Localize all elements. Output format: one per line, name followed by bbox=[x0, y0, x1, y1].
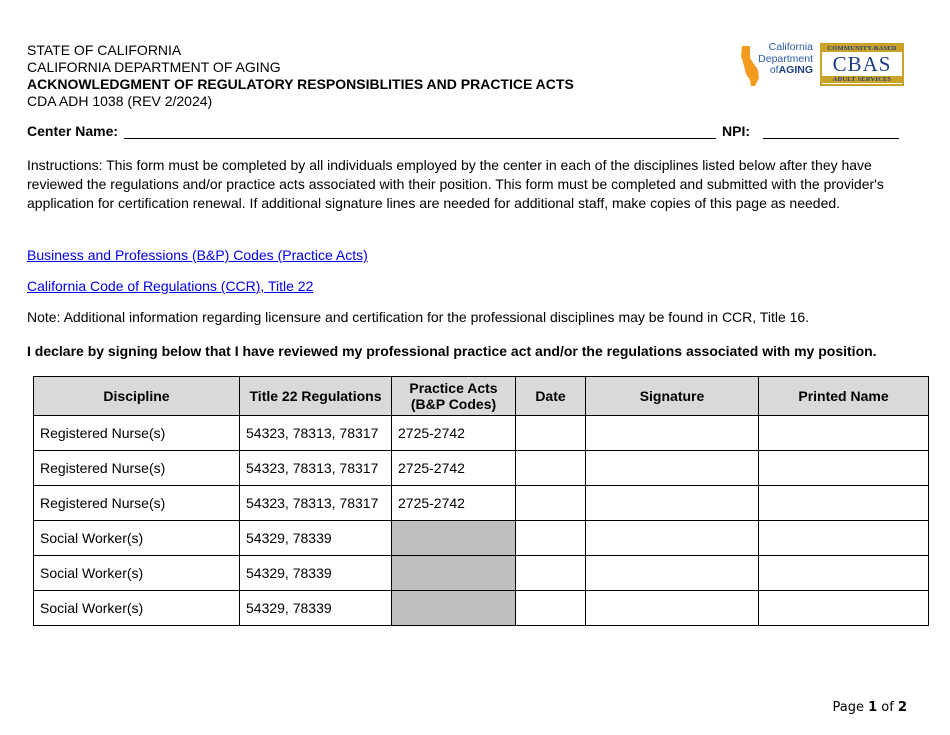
title22-cell: 54323, 78313, 78317 bbox=[240, 416, 392, 451]
discipline-cell: Social Worker(s) bbox=[34, 556, 240, 591]
cbas-bottom-text: ADULT SERVICES bbox=[822, 76, 902, 83]
page-word: Page bbox=[832, 700, 864, 715]
page-footer bbox=[832, 700, 907, 715]
ccr-title22-link[interactable]: California Code of Regulations (CCR), Title 22 bbox=[27, 278, 314, 294]
discipline-cell: Registered Nurse(s) bbox=[34, 451, 240, 486]
discipline-cell: Social Worker(s) bbox=[34, 591, 240, 626]
signature-cell[interactable] bbox=[586, 416, 759, 451]
date-cell[interactable] bbox=[516, 486, 586, 521]
practice-cell-disabled bbox=[392, 591, 516, 626]
practice-cell: 2725-2742 bbox=[392, 451, 516, 486]
table-row bbox=[34, 556, 929, 591]
header-date: Date bbox=[516, 377, 586, 416]
signature-cell[interactable] bbox=[586, 556, 759, 591]
header-printed-name: Printed Name bbox=[759, 377, 929, 416]
cda-logo-text: California Department ofAGING bbox=[758, 41, 813, 76]
signature-cell[interactable] bbox=[586, 451, 759, 486]
title22-cell: 54329, 78339 bbox=[240, 556, 392, 591]
department-line: CALIFORNIA DEPARTMENT OF AGING bbox=[27, 59, 281, 75]
discipline-cell: Registered Nurse(s) bbox=[34, 486, 240, 521]
form-header bbox=[27, 42, 574, 110]
discipline-cell: Registered Nurse(s) bbox=[34, 416, 240, 451]
center-info-row bbox=[27, 123, 899, 141]
title22-cell: 54323, 78313, 78317 bbox=[240, 486, 392, 521]
printed-name-cell[interactable] bbox=[759, 591, 929, 626]
table-header-row bbox=[34, 377, 929, 416]
header-discipline: Discipline bbox=[34, 377, 240, 416]
practice-cell-disabled bbox=[392, 521, 516, 556]
table-row bbox=[34, 521, 929, 556]
signature-cell[interactable] bbox=[586, 591, 759, 626]
npi-field[interactable] bbox=[763, 138, 899, 139]
cda-logo bbox=[740, 42, 816, 88]
practice-cell-disabled bbox=[392, 556, 516, 591]
table-row bbox=[34, 486, 929, 521]
table-row bbox=[34, 591, 929, 626]
cbas-logo bbox=[820, 43, 904, 86]
cbas-top-text: COMMUNITY-BASED bbox=[822, 45, 902, 52]
practice-cell: 2725-2742 bbox=[392, 416, 516, 451]
center-name-label: Center Name: bbox=[27, 123, 119, 139]
printed-name-cell[interactable] bbox=[759, 416, 929, 451]
date-cell[interactable] bbox=[516, 556, 586, 591]
date-cell[interactable] bbox=[516, 451, 586, 486]
title22-cell: 54323, 78313, 78317 bbox=[240, 451, 392, 486]
table-row bbox=[34, 451, 929, 486]
page-number: 1 bbox=[868, 700, 878, 715]
acknowledgment-table bbox=[33, 376, 929, 626]
logos bbox=[740, 42, 910, 90]
form-id: CDA ADH 1038 (REV 2/2024) bbox=[27, 93, 213, 109]
bp-codes-link[interactable]: Business and Professions (B&P) Codes (Practice Acts) bbox=[27, 247, 368, 263]
form-title: ACKNOWLEDGMENT OF REGULATORY RESPONSIBLITIES AND PRACTICE ACTS bbox=[27, 76, 574, 92]
table-row bbox=[34, 416, 929, 451]
printed-name-cell[interactable] bbox=[759, 521, 929, 556]
title22-cell: 54329, 78339 bbox=[240, 521, 392, 556]
cbas-main-text: CBAS bbox=[832, 52, 892, 76]
npi-label: NPI: bbox=[722, 123, 750, 139]
header-signature: Signature bbox=[586, 377, 759, 416]
page-total: 2 bbox=[897, 700, 907, 715]
printed-name-cell[interactable] bbox=[759, 556, 929, 591]
note-text: Note: Additional information regarding licensure and certification for the professional disciplines may be found in CCR, Title 16. bbox=[27, 309, 810, 325]
of-word: of bbox=[881, 700, 894, 715]
header-practice-acts: Practice Acts (B&P Codes) bbox=[392, 377, 516, 416]
state-line: STATE OF CALIFORNIA bbox=[27, 42, 182, 58]
date-cell[interactable] bbox=[516, 416, 586, 451]
printed-name-cell[interactable] bbox=[759, 451, 929, 486]
title22-cell: 54329, 78339 bbox=[240, 591, 392, 626]
center-name-field[interactable] bbox=[124, 138, 716, 139]
instructions-text: Instructions: This form must be completed by all individuals employed by the center in each of the disciplines listed below after they have reviewed the regulations and/or practice acts associated with their position. This form must be completed and submitted with the provider's application for certification renewal. If additional signature lines are needed for additional staff, make copies of this page as needed. bbox=[27, 157, 884, 211]
declaration-text: I declare by signing below that I have reviewed my professional practice act and/or the regulations associated with my position. bbox=[27, 343, 877, 359]
discipline-cell: Social Worker(s) bbox=[34, 521, 240, 556]
date-cell[interactable] bbox=[516, 591, 586, 626]
signature-cell[interactable] bbox=[586, 486, 759, 521]
date-cell[interactable] bbox=[516, 521, 586, 556]
header-title22: Title 22 Regulations bbox=[240, 377, 392, 416]
signature-cell[interactable] bbox=[586, 521, 759, 556]
printed-name-cell[interactable] bbox=[759, 486, 929, 521]
practice-cell: 2725-2742 bbox=[392, 486, 516, 521]
